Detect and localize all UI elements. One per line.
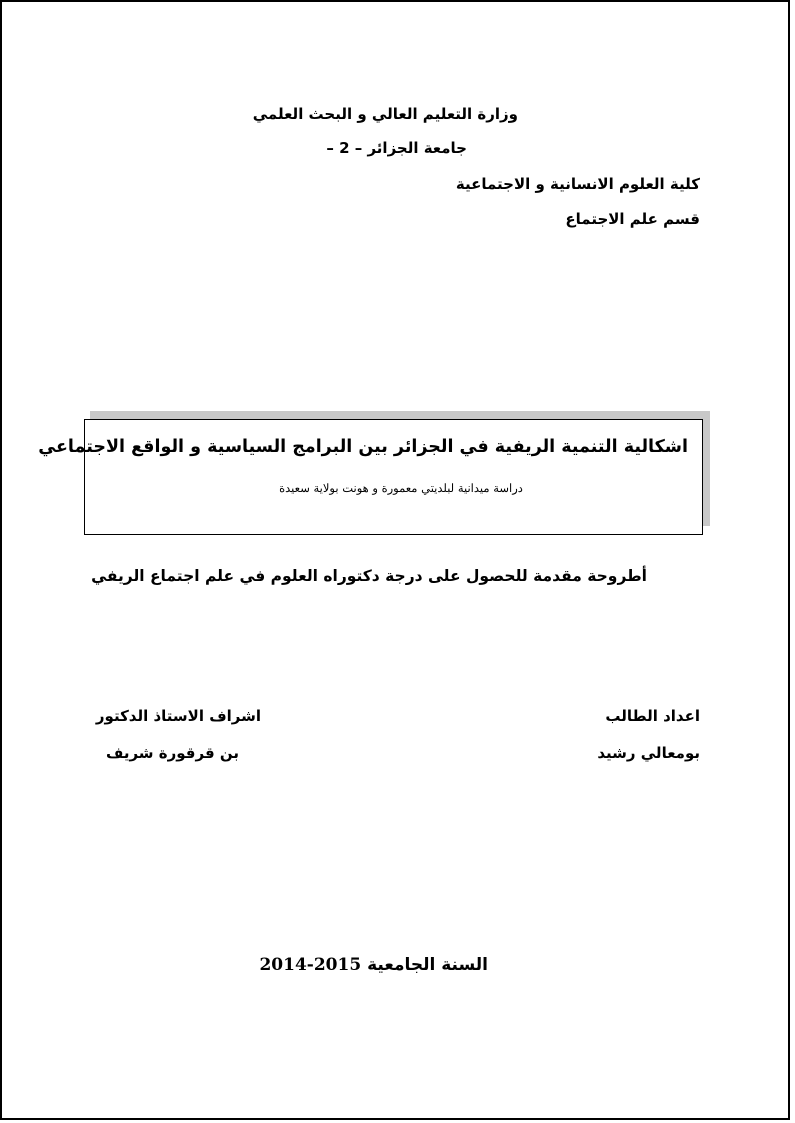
student-label: اعداد الطالب — [605, 707, 700, 725]
title-box — [38, 419, 703, 535]
thesis-subtitle: دراسة ميدانية لبلديتي معمورة و هونت بولاية سعيدة — [279, 481, 523, 495]
supervisor-label: اشراف الاستاذ الدكتور — [95, 707, 261, 725]
academic-year-label: السنة الجامعية — [367, 955, 488, 975]
supervisor-name: بن قرقورة شريف — [105, 744, 239, 762]
student-name: بومعالي رشيد — [597, 744, 700, 762]
academic-year-range: 2015-2014 — [259, 955, 362, 975]
department-name: قسم علم الاجتماع — [565, 210, 700, 228]
ministry-name: وزارة التعليم العالي و البحث العلمي — [252, 105, 518, 123]
university-name: جامعة الجزائر – 2 – — [326, 139, 467, 157]
academic-year — [259, 953, 488, 977]
degree-statement: أطروحة مقدمة للحصول على درجة دكتوراه العلوم في علم اجتماع الريفي — [91, 567, 647, 585]
thesis-title: اشكالية التنمية الريفية في الجزائر بين البرامج السياسية و الواقع الاجتماعي — [38, 437, 688, 457]
faculty-name: كلية العلوم الانسانية و الاجتماعية — [455, 175, 700, 193]
